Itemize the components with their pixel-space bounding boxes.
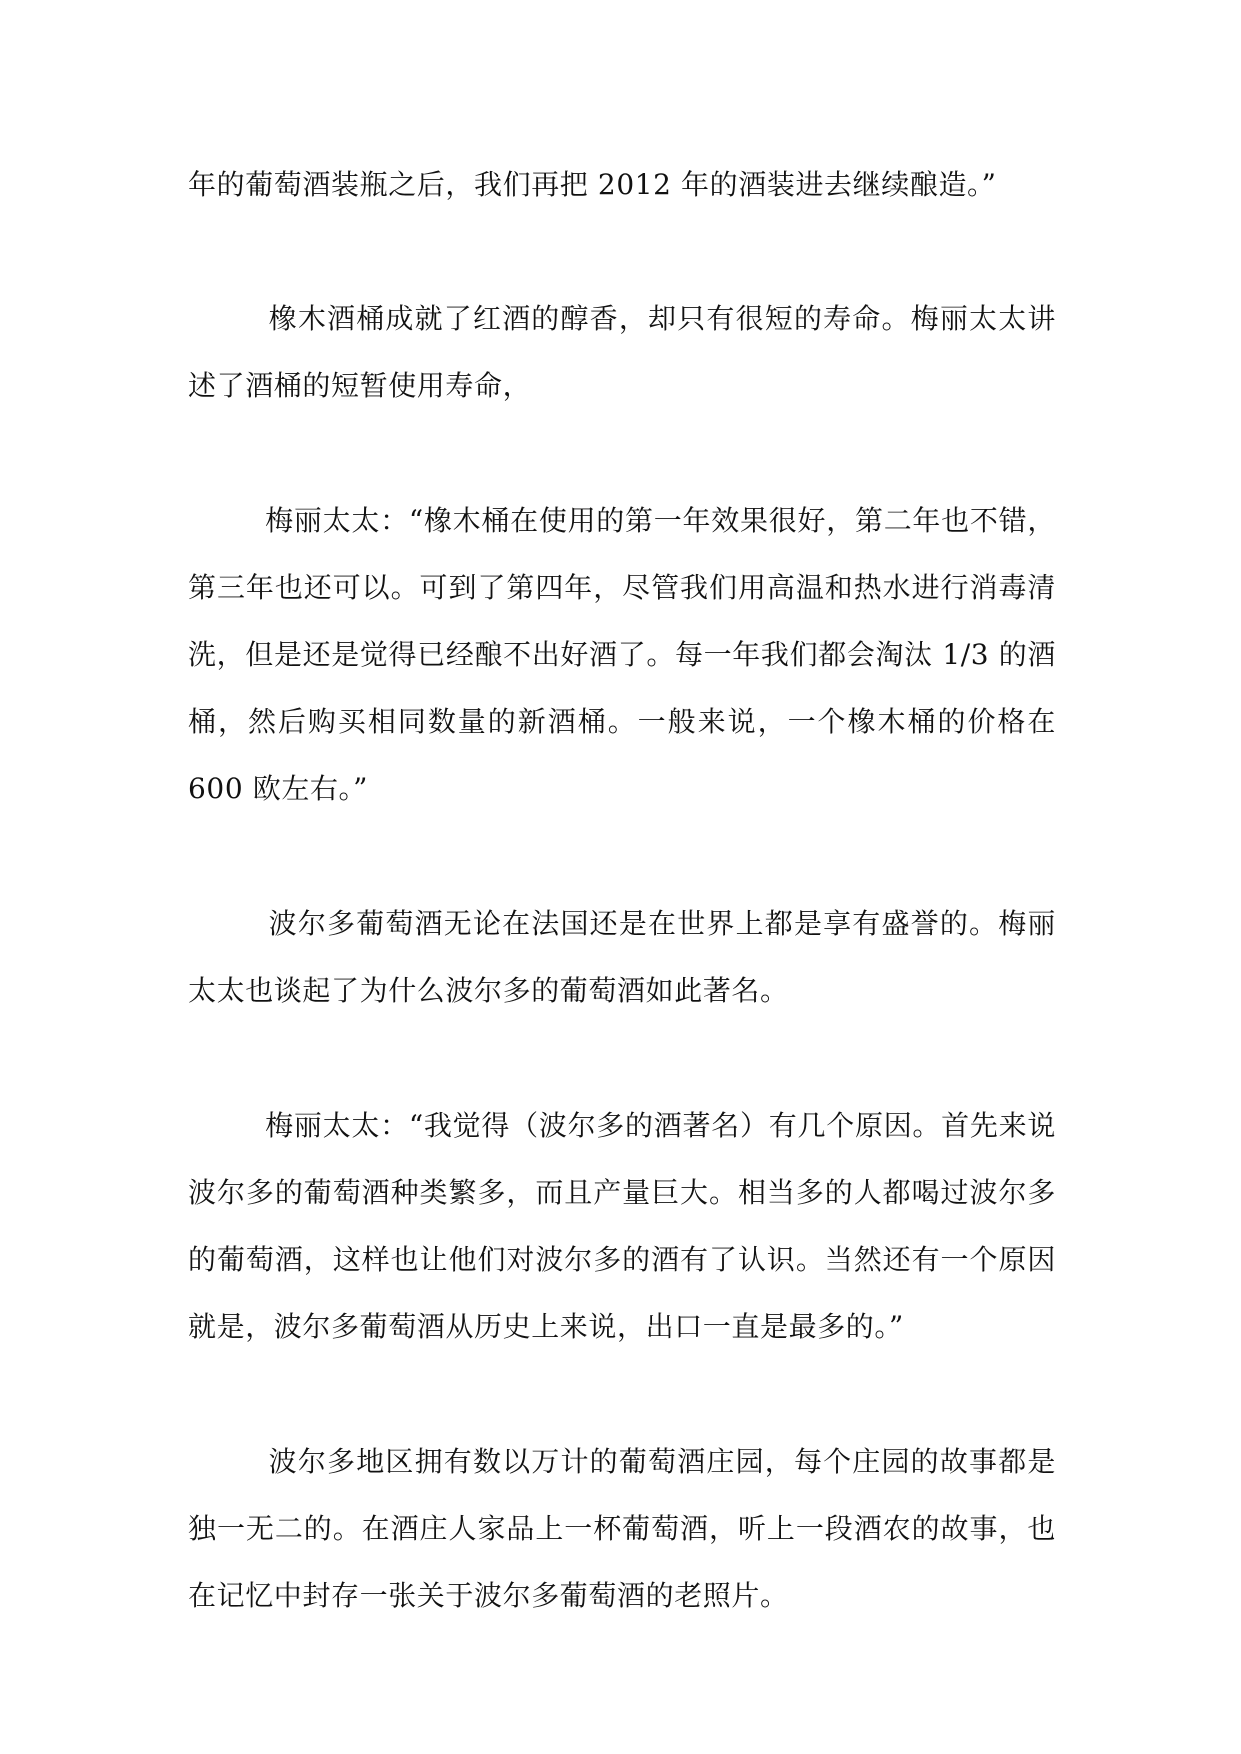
paragraph-4: 波尔多葡萄酒无论在法国还是在世界上都是享有盛誉的。梅丽太太也谈起了为什么波尔多的葡萄酒如此著名。 <box>188 907 1057 1007</box>
paragraph-6: 波尔多地区拥有数以万计的葡萄酒庄园，每个庄园的故事都是独一无二的。在酒庄人家品上一杯葡萄酒，听上一段酒农的故事，也在记忆中封存一张关于波尔多葡萄酒的老照片。 <box>188 1445 1057 1612</box>
paragraph-2: 橡木酒桶成就了红酒的醇香，却只有很短的寿命。梅丽太太讲述了酒桶的短暂使用寿命， <box>188 302 1057 402</box>
paragraph-1: 年的葡萄酒装瓶之后，我们再把 2012 年的酒装进去继续酿造。” <box>188 168 997 201</box>
paragraph-5: 梅丽太太：“我觉得（波尔多的酒著名）有几个原因。首先来说波尔多的葡萄酒种类繁多，而且产量巨大。相当多的人都喝过波尔多的葡萄酒，这样也让他们对波尔多的酒有了认识。当然还有一个原因就是，波尔多葡萄酒从历史上来说，出口一直是最多的。” <box>188 1109 1056 1343</box>
paragraph-3: 梅丽太太：“橡木桶在使用的第一年效果很好，第二年也不错，第三年也还可以。可到了第四年，尽管我们用高温和热水进行消毒清洗，但是还是觉得已经酿不出好酒了。每一年我们都会淘汰 1/3 的酒桶，然后购买相同数量的新酒桶。一般来说，一个橡木桶的价格在 600 欧左右。” <box>188 504 1066 805</box>
